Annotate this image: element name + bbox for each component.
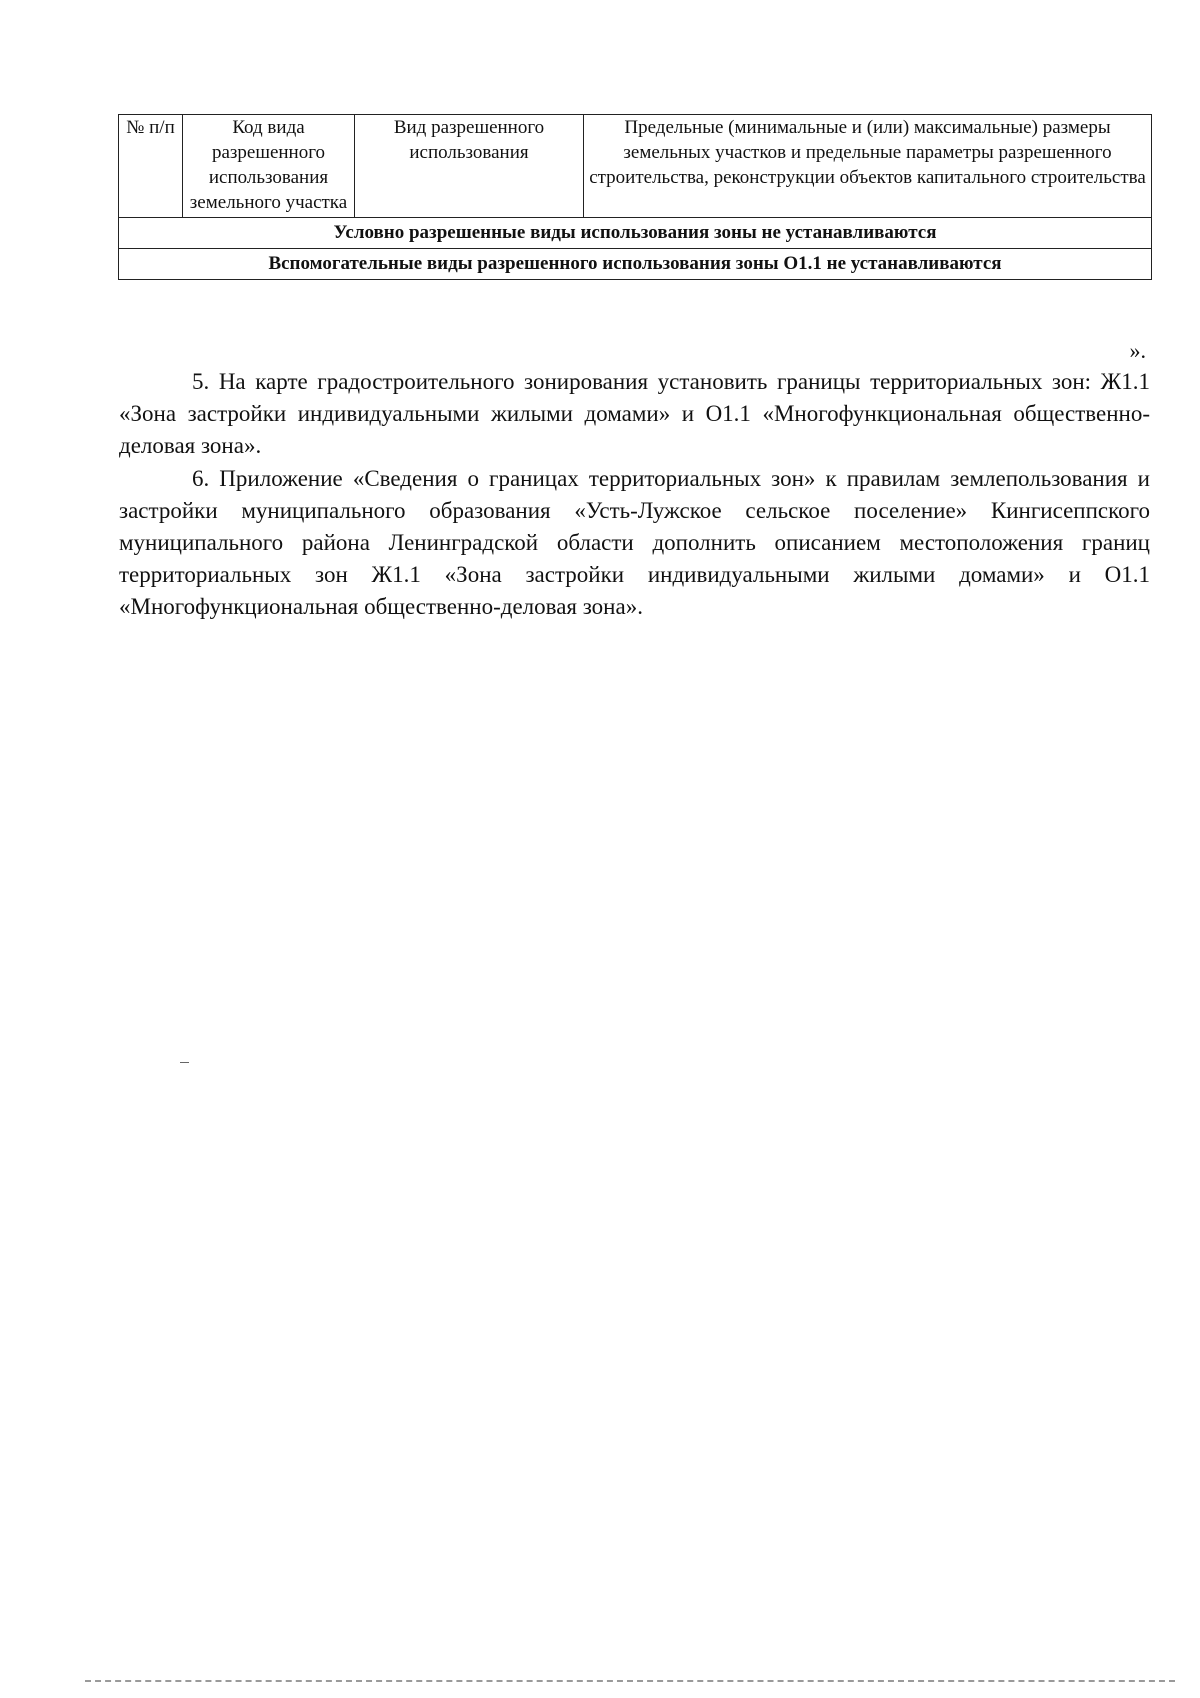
bottom-scan-rule: [85, 1680, 1175, 1682]
header-number: № п/п: [119, 115, 183, 218]
regulation-table: [118, 114, 1152, 280]
scan-mark: [180, 1062, 189, 1063]
paragraph-6: 6. Приложение «Сведения о границах территориальных зон» к правилам землепользования и застройки муниципального образования «Усть-Лужское сельское поселение» Кингисеппского муниципального района Ленинградской области дополнить описанием местоположения границ территориальных зон Ж1.1 «Зона застройки индивидуальными жилыми домами» и О1.1 «Многофункциональная общественно-деловая зона».: [119, 466, 1150, 619]
header-use-type: Вид разрешенного использования: [355, 115, 584, 218]
closing-quote: ».: [1129, 338, 1146, 363]
header-limits: Предельные (минимальные и (или) максимальные) размеры земельных участков и предельные параметры разрешенного строительства, реконструкции объектов капитального строительства: [584, 115, 1152, 218]
table-row: [119, 249, 1152, 280]
table-row: [119, 218, 1152, 249]
table-header-row: [119, 115, 1152, 218]
header-use-code: Код вида разрешенного использования земельного участка: [183, 115, 355, 218]
conditional-uses-row: Условно разрешенные виды использования зоны не устанавливаются: [119, 218, 1152, 249]
paragraph-5: 5. На карте градостроительного зонирования установить границы территориальных зон: Ж1.1 «Зона застройки индивидуальными жилыми домами» и О1.1 «Многофункциональная общественно-деловая зона».: [119, 369, 1150, 458]
auxiliary-uses-row: Вспомогательные виды разрешенного использования зоны О1.1 не устанавливаются: [119, 249, 1152, 280]
